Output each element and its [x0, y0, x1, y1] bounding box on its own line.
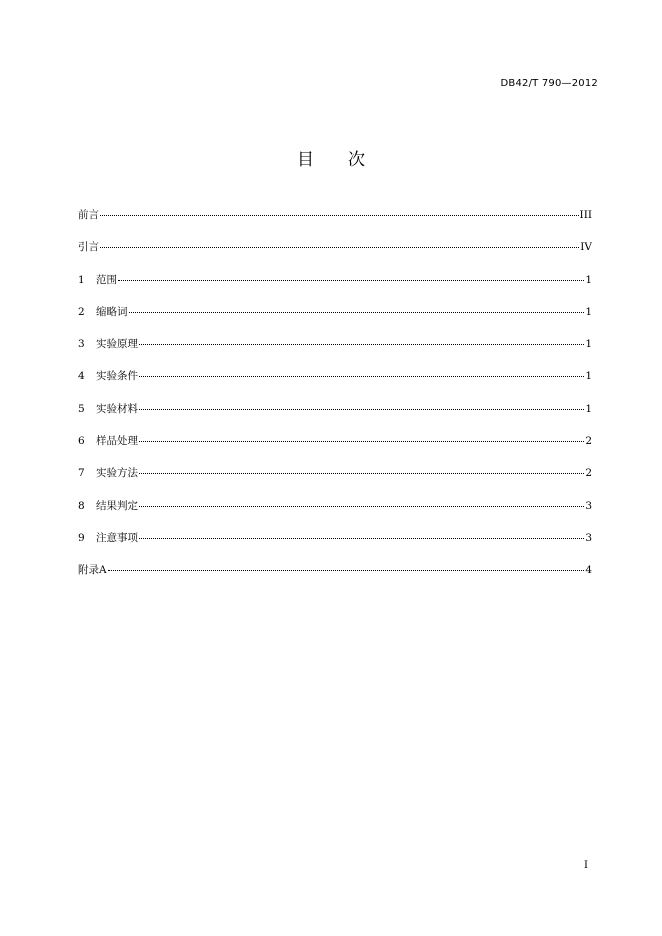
toc-entry-label: 实验材料	[96, 402, 138, 415]
toc-dot-leader	[139, 538, 584, 539]
toc-entry-page: 1	[585, 370, 592, 383]
toc-entry-label: 实验原理	[96, 338, 138, 351]
toc-entry[interactable]	[78, 562, 592, 594]
toc-entry[interactable]	[78, 433, 592, 465]
toc-entry-page: 1	[585, 305, 592, 318]
toc-entry[interactable]	[78, 498, 592, 530]
toc-entry-number: 3	[78, 338, 85, 351]
toc-entry-label: 实验条件	[96, 370, 138, 383]
toc-entry-label: 实验方法	[96, 467, 138, 480]
toc-entry-label: 结果判定	[96, 499, 138, 512]
toc-dot-leader	[139, 376, 584, 377]
toc-entry-page: 3	[585, 499, 592, 512]
toc-entry[interactable]	[78, 336, 592, 368]
toc-dot-leader	[139, 344, 584, 345]
toc-entry[interactable]	[78, 368, 592, 400]
toc-entry-page: 4	[585, 564, 592, 577]
toc-entry-label: 引言	[78, 241, 99, 254]
page-number: I	[584, 860, 588, 871]
toc-entry-number: 1	[78, 273, 85, 286]
table-of-contents	[78, 207, 592, 595]
toc-entry[interactable]	[78, 239, 592, 271]
toc-entry[interactable]	[78, 272, 592, 304]
toc-entry-label: 附录A	[78, 564, 107, 577]
toc-entry[interactable]	[78, 530, 592, 562]
toc-entry-page: III	[579, 209, 592, 221]
toc-dot-leader	[118, 280, 584, 281]
toc-entry-label: 范围	[96, 273, 117, 286]
toc-dot-leader	[108, 570, 585, 571]
toc-entry-page: 1	[585, 402, 592, 415]
toc-entry[interactable]	[78, 207, 592, 239]
page-title: 目次	[297, 150, 399, 170]
toc-dot-leader	[100, 215, 579, 216]
document-code: DB42/T 790—2012	[500, 78, 598, 89]
toc-entry-page: IV	[580, 241, 592, 254]
toc-entry-page: 2	[585, 435, 592, 448]
toc-dot-leader	[139, 409, 584, 410]
toc-entry-label: 样品处理	[96, 435, 138, 448]
toc-dot-leader	[129, 312, 585, 313]
toc-dot-leader	[139, 441, 584, 442]
toc-entry-number: 9	[78, 531, 85, 544]
toc-dot-leader	[139, 473, 584, 474]
toc-entry-page: 3	[585, 531, 592, 544]
toc-entry-number: 7	[78, 467, 85, 480]
toc-entry[interactable]	[78, 465, 592, 497]
toc-entry-number: 5	[78, 402, 85, 415]
toc-dot-leader	[100, 247, 579, 248]
toc-entry-page: 1	[585, 338, 592, 351]
toc-entry-number: 8	[78, 499, 85, 512]
toc-entry-number: 6	[78, 435, 85, 448]
toc-entry[interactable]	[78, 304, 592, 336]
toc-entry-page: 1	[585, 273, 592, 286]
toc-dot-leader	[139, 506, 584, 507]
toc-entry[interactable]	[78, 401, 592, 433]
toc-entry-label: 注意事项	[96, 531, 138, 544]
toc-entry-number: 4	[78, 370, 85, 383]
toc-entry-label: 缩略词	[96, 305, 128, 318]
toc-entry-label: 前言	[78, 209, 99, 221]
toc-entry-number: 2	[78, 305, 85, 318]
toc-entry-page: 2	[585, 467, 592, 480]
